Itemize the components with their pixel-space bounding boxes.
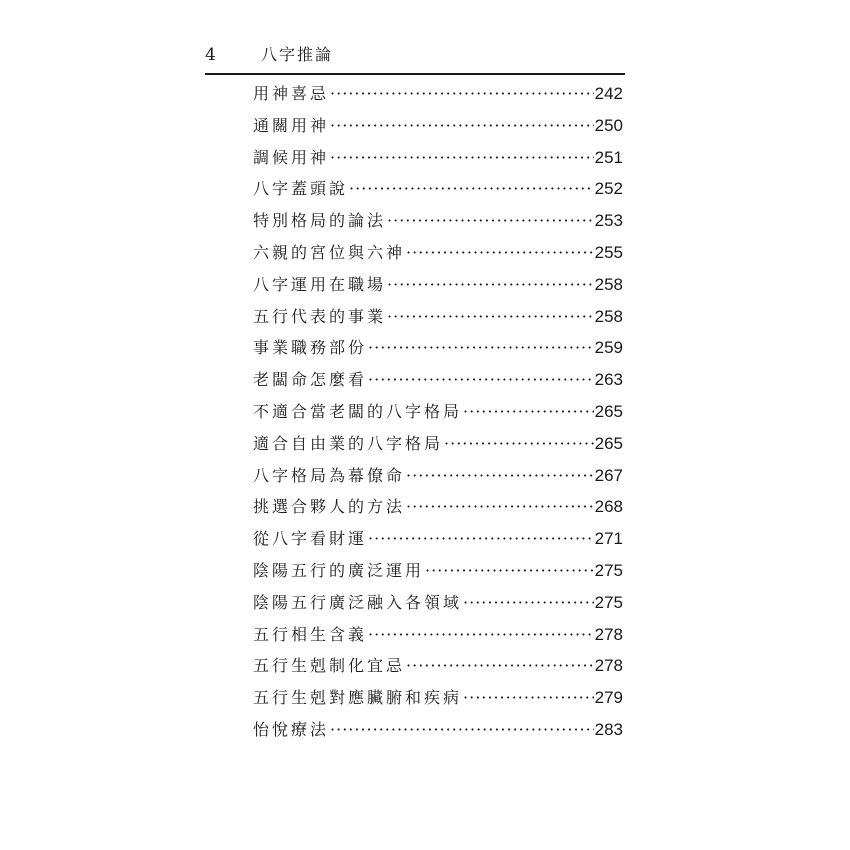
dot-leader bbox=[463, 396, 594, 428]
toc-entry-title: 五行相生含義 bbox=[253, 624, 368, 644]
toc-entry-page: 271 bbox=[594, 529, 623, 549]
toc-entry bbox=[253, 301, 623, 333]
dot-leader bbox=[349, 173, 594, 205]
dot-leader bbox=[330, 110, 594, 142]
toc-entry-page: 278 bbox=[594, 656, 623, 676]
dot-leader bbox=[406, 460, 594, 492]
toc-entry bbox=[253, 650, 623, 682]
dot-leader bbox=[368, 332, 594, 364]
toc-entry-page: 275 bbox=[594, 560, 623, 580]
toc-entry-title: 八字運用在職場 bbox=[253, 274, 387, 294]
toc-entry-title: 怡悅療法 bbox=[253, 719, 330, 739]
toc-entry-title: 八字格局為幕僚命 bbox=[253, 465, 406, 485]
toc-entry bbox=[253, 173, 623, 205]
toc-entry-title: 五行代表的事業 bbox=[253, 306, 387, 326]
toc-entry-page: 258 bbox=[594, 306, 623, 326]
dot-leader bbox=[387, 205, 594, 237]
toc-entry-title: 老闆命怎麼看 bbox=[253, 370, 368, 390]
toc-entry bbox=[253, 523, 623, 555]
page-header bbox=[205, 44, 625, 68]
toc-entry bbox=[253, 619, 623, 651]
dot-leader bbox=[406, 650, 594, 682]
toc-entry-title: 用神喜忌 bbox=[253, 84, 330, 103]
toc-entry-page: 278 bbox=[594, 624, 623, 644]
toc-entry-title: 五行生剋對應臟腑和疾病 bbox=[253, 688, 463, 708]
toc-entry-page: 275 bbox=[594, 592, 623, 612]
dot-leader bbox=[330, 78, 594, 110]
toc-entry bbox=[253, 460, 623, 492]
toc-entry-title: 不適合當老闆的八字格局 bbox=[253, 401, 463, 421]
toc-entry-page: 251 bbox=[594, 147, 623, 167]
toc-entry-title: 調候用神 bbox=[253, 147, 330, 167]
toc-entry-page: 259 bbox=[594, 338, 623, 358]
dot-leader bbox=[368, 364, 594, 396]
dot-leader bbox=[425, 555, 594, 587]
dot-leader bbox=[444, 428, 594, 460]
toc-entry bbox=[253, 110, 623, 142]
dot-leader bbox=[406, 491, 594, 523]
toc-entry-page: 279 bbox=[594, 688, 623, 708]
toc-entry-page: 265 bbox=[594, 401, 623, 421]
toc-entry-page: 250 bbox=[594, 115, 623, 135]
toc-entry bbox=[253, 491, 623, 523]
dot-leader bbox=[387, 269, 594, 301]
toc-entry bbox=[253, 142, 623, 174]
toc-entry bbox=[253, 205, 623, 237]
toc-entry-title: 陰陽五行廣泛融入各領域 bbox=[253, 592, 463, 612]
toc-entry-page: 258 bbox=[594, 274, 623, 294]
toc-entry bbox=[253, 364, 623, 396]
toc-entry-title: 挑選合夥人的方法 bbox=[253, 497, 406, 517]
toc-entry-title: 事業職務部份 bbox=[253, 338, 368, 358]
dot-leader bbox=[406, 237, 594, 269]
toc-entry-title: 五行生剋制化宜忌 bbox=[253, 656, 406, 676]
dot-leader bbox=[330, 714, 594, 746]
dot-leader bbox=[368, 619, 594, 651]
table-of-contents bbox=[253, 78, 623, 746]
book-title: 八字推論 bbox=[261, 45, 334, 64]
page-number: 4 bbox=[205, 45, 216, 65]
toc-entry bbox=[253, 237, 623, 269]
toc-entry-page: 252 bbox=[594, 179, 623, 199]
toc-entry-title: 適合自由業的八字格局 bbox=[253, 433, 444, 453]
toc-entry-title: 通關用神 bbox=[253, 115, 330, 135]
toc-entry-title: 陰陽五行的廣泛運用 bbox=[253, 560, 425, 580]
toc-entry bbox=[253, 78, 623, 110]
toc-entry-page: 267 bbox=[594, 465, 623, 485]
dot-leader bbox=[463, 587, 594, 619]
toc-entry-page: 253 bbox=[594, 211, 623, 231]
toc-entry bbox=[253, 714, 623, 746]
toc-entry bbox=[253, 396, 623, 428]
toc-entry bbox=[253, 555, 623, 587]
toc-entry-title: 從八字看財運 bbox=[253, 529, 368, 549]
toc-entry-page: 265 bbox=[594, 433, 623, 453]
toc-entry-page: 283 bbox=[594, 719, 623, 739]
toc-entry bbox=[253, 587, 623, 619]
header-rule bbox=[205, 73, 625, 75]
toc-entry-title: 特別格局的論法 bbox=[253, 211, 387, 231]
toc-entry bbox=[253, 682, 623, 714]
toc-entry bbox=[253, 332, 623, 364]
dot-leader bbox=[387, 301, 594, 333]
dot-leader bbox=[463, 682, 594, 714]
toc-entry-title: 八字蓋頭說 bbox=[253, 179, 349, 199]
toc-entry-page: 263 bbox=[594, 370, 623, 390]
toc-entry-page: 255 bbox=[594, 242, 623, 262]
toc-entry-page: 268 bbox=[594, 497, 623, 517]
toc-entry-title: 六親的宮位與六神 bbox=[253, 242, 406, 262]
dot-leader bbox=[368, 523, 594, 555]
toc-entry-page: 242 bbox=[594, 84, 623, 103]
toc-entry bbox=[253, 269, 623, 301]
toc-entry bbox=[253, 428, 623, 460]
dot-leader bbox=[330, 142, 594, 174]
